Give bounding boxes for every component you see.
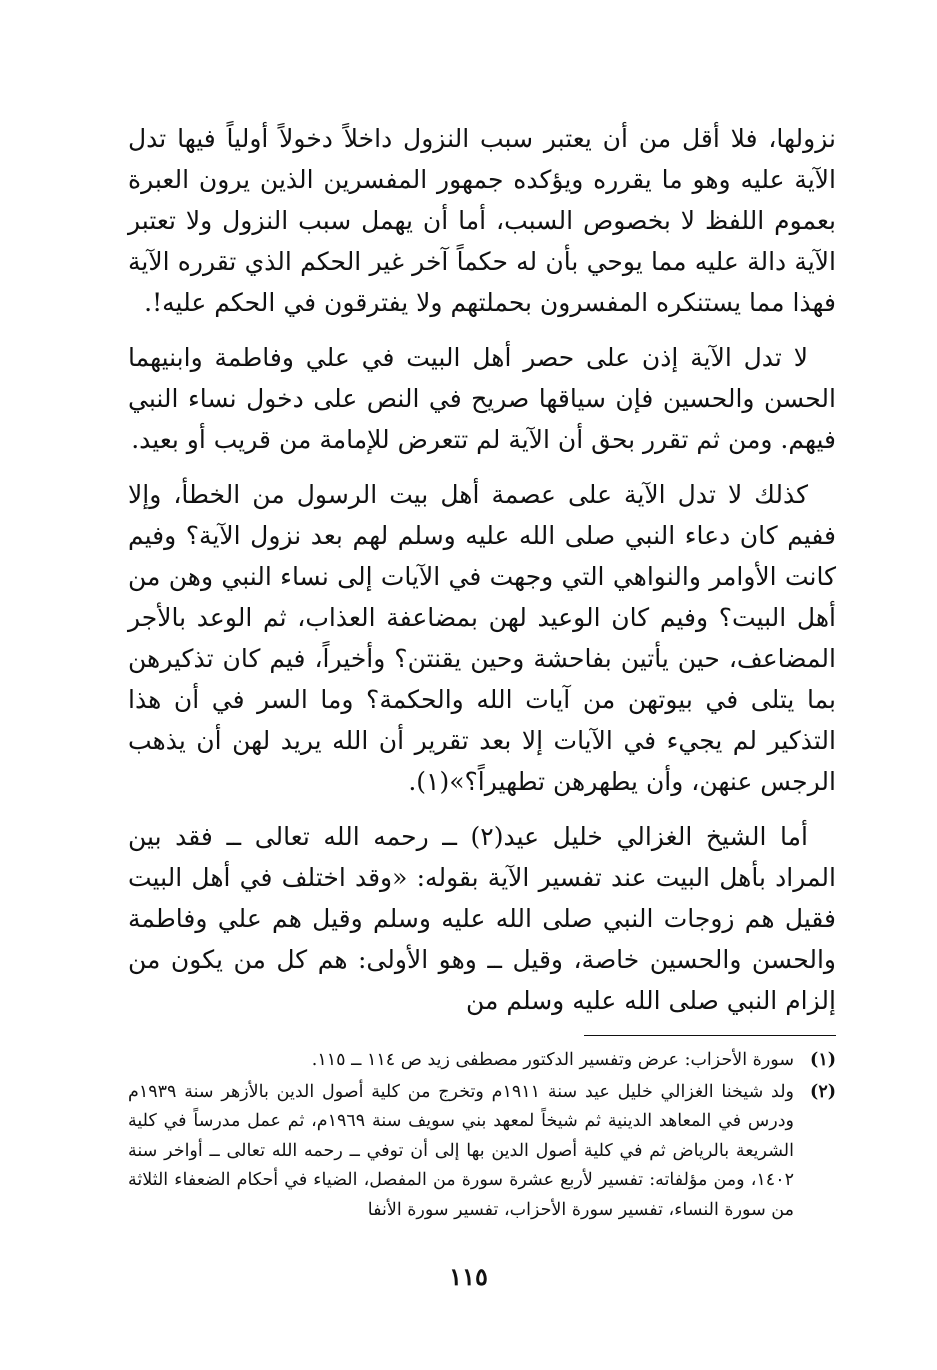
- paragraph-4: أما الشيخ الغزالي خليل عيد(٢) ــ رحمه الله تعالى ــ فقد بين المراد بأهل البيت عند تفسير الآية بقوله: «وقد اختلف في أهل البيت فقيل هم زوجات النبي صلى الله عليه وسلم وقيل هم علي وفاطمة والحسن والحسين خاصة، وقيل ــ وهو الأولى: هم كل من يكون من إلزام النبي صلى الله عليه وسلم من: [128, 822, 837, 1015]
- footnote-divider: [584, 1035, 836, 1036]
- footnote-2: [128, 1078, 836, 1226]
- footnote-1: [128, 1046, 836, 1076]
- footnote-text: ولد شيخنا الغزالي خليل عيد سنة ١٩١١م وتخرج من كلية أصول الدين بالأزهر سنة ١٩٣٩م ودرس في المعاهد الدينية ثم شيخاً لمعهد بني سويف سنة ١٩٦٩م، ثم عمل مدرساً في كلية الشريعة بالرياض ثم في كلية أصول الدين بها إلى أن توفي ــ رحمه الله تعالى ــ أواخر سنة ١٤٠٢، ومن مؤلفاته: تفسير لأربع عشرة سورة من المفصل، الضياء في أحكام الضعفاء الثلاثة من سورة النساء، تفسير سورة الأحزاب، تفسير سورة الأنفا: [128, 1081, 794, 1220]
- paragraph-2: لا تدل الآية إذن على حصر أهل البيت في علي وفاطمة وابنيهما الحسن والحسين فإن سياقها صريح في النص على دخول نساء النبي فيهم. ومن ثم تقرر بحق أن الآية لم تتعرض للإمامة من قريب أو بعيد.: [128, 343, 836, 454]
- page-body: [128, 118, 836, 1227]
- paragraph-1: نزولها، فلا أقل من أن يعتبر سبب النزول داخلاً دخولاً أولياً فيها تدل الآية عليه وهو ما يقرره ويؤكده جمهور المفسرين الذين يرون العبرة بعموم اللفظ لا بخصوص السبب، أما أن يهمل سبب النزول ولا تعتبر الآية دالة عليه مما يوحي بأن له حكماً آخر غير الحكم الذي تقرره الآية فهذا مما يستنكره المفسرون بحملتهم ولا يفترقون في الحكم عليه!.: [128, 124, 836, 317]
- footnote-marker: (٢): [810, 1081, 836, 1102]
- footnote-text: سورة الأحزاب: عرض وتفسير الدكتور مصطفى زيد ص ١١٤ ــ ١١٥.: [311, 1050, 794, 1070]
- paragraph-3: كذلك لا تدل الآية على عصمة أهل بيت الرسول من الخطأ، وإلا ففيم كان دعاء النبي صلى الله عليه وسلم لهم بعد نزول الآية؟ وفيم كانت الأوامر والنواهي التي وجهت في الآيات إلى نساء النبي وهن من أهل البيت؟ وفيم كان الوعيد لهن بمضاعفة العذاب، ثم الوعد بالأجر المضاعف، حين يأتين بفاحشة وحين يقنتن؟ وأخيراً، فيم كان تذكيرهن بما يتلى في بيوتهن من آيات الله والحكمة؟ وما السر في أن هذا التذكير لم يجيء في الآيات إلا بعد تقرير أن الله يريد لهن أن يذهب الرجس عنهن، وأن يطهرهن تطهيراً؟»(١).: [128, 480, 836, 796]
- footnote-marker: (١): [810, 1050, 836, 1070]
- footnotes: [128, 1046, 836, 1225]
- page-number: ١١٥: [449, 1262, 488, 1291]
